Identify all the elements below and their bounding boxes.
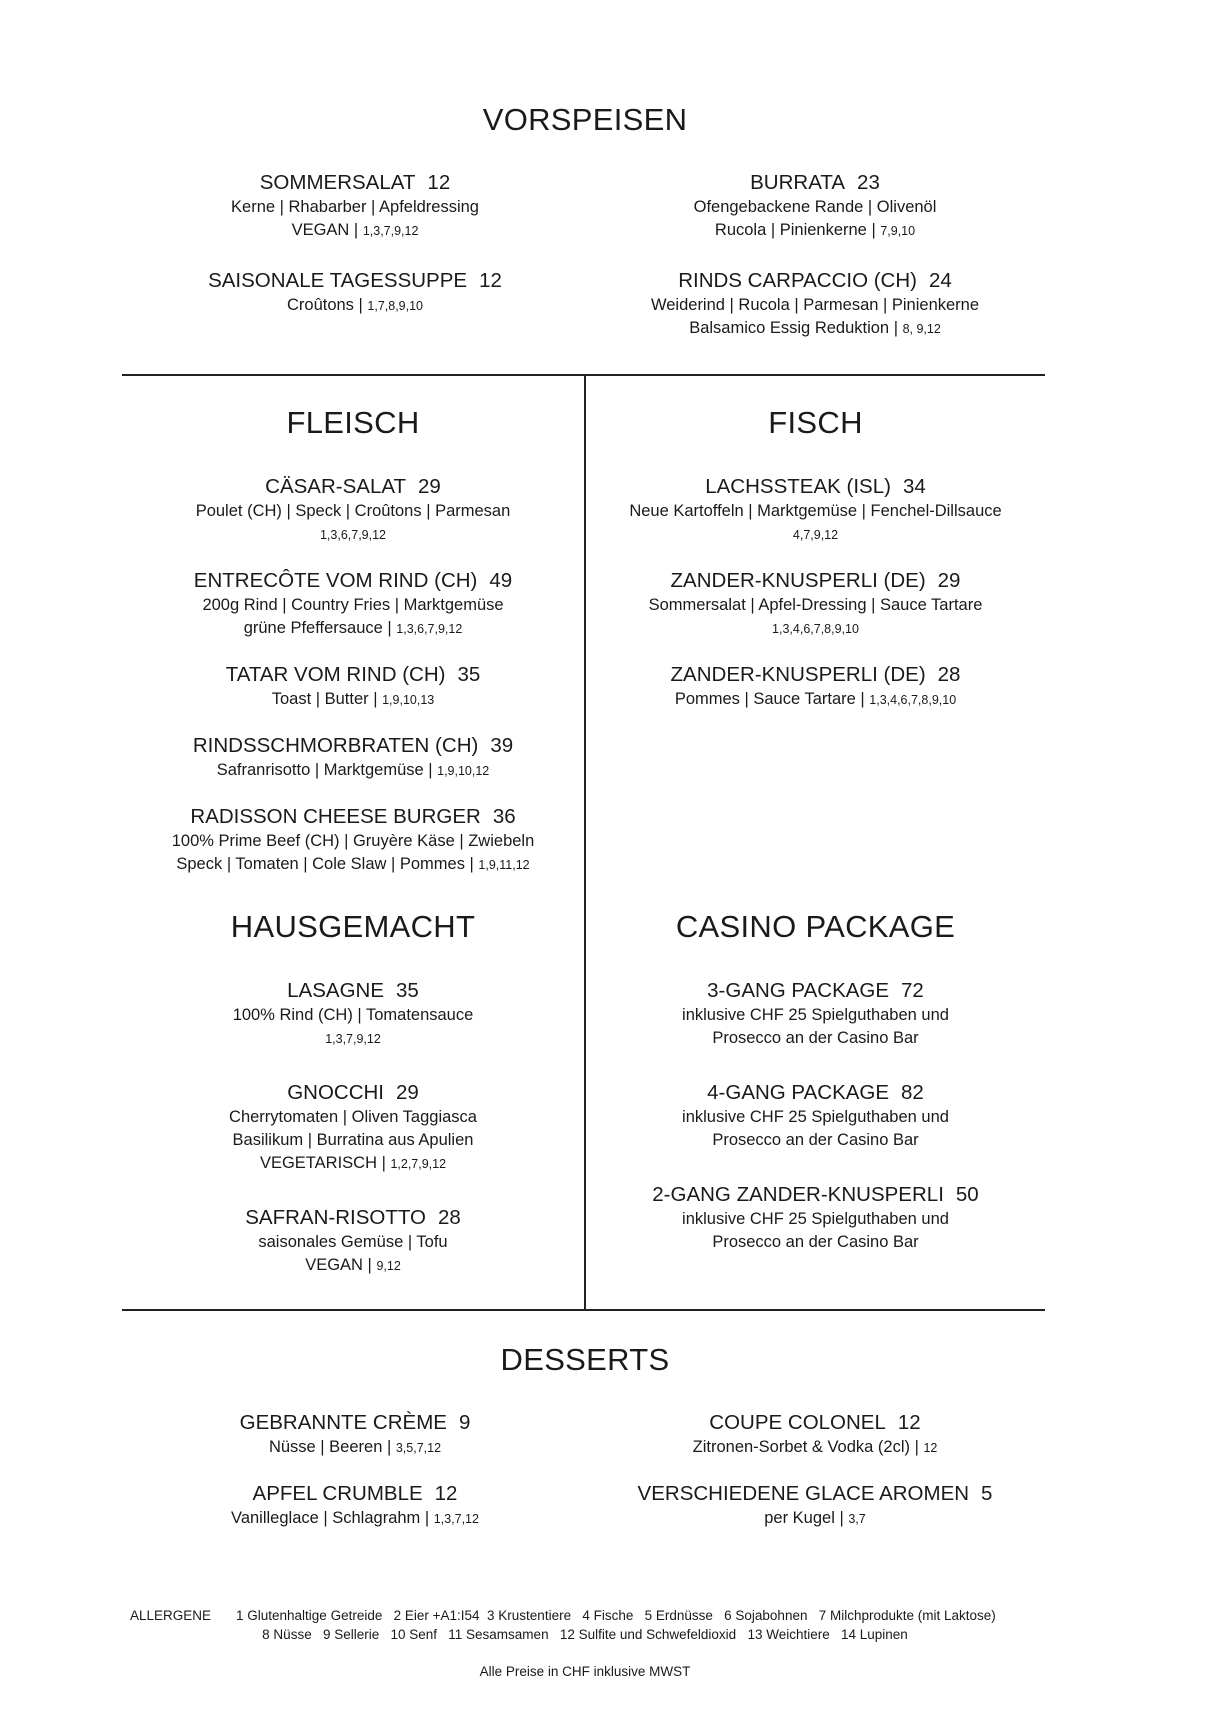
menu-item-description: [155, 294, 555, 317]
menu-item-name-row: [122, 474, 584, 500]
menu-item-description: [586, 1106, 1045, 1129]
menu-item-description-text: Toast | Butter |: [271, 690, 383, 708]
menu-item-name-row: [590, 1410, 1040, 1436]
menu-item-description-text: Balsamico Essig Reduktion |: [689, 319, 903, 337]
menu-item-description: [122, 1231, 584, 1254]
menu-item: [155, 170, 555, 242]
menu-item-name: GNOCCHI: [287, 1081, 384, 1104]
menu-item-price: 12: [479, 269, 502, 292]
divider-bottom: [122, 1309, 1045, 1311]
menu-item: [155, 268, 555, 317]
menu-item-description-text: Speck | Tomaten | Cole Slaw | Pommes |: [176, 855, 479, 873]
hausgemacht-column: [122, 978, 584, 1277]
allergene-label: ALLERGENE: [130, 1608, 212, 1623]
menu-item: [590, 1410, 1040, 1459]
allergene-legend-line-2: 8 Nüsse 9 Sellerie 10 Senf 11 Sesamsamen 12 Sulfite und Schwefeldioxid 13 Weichtiere 14 Lupinen: [262, 1627, 908, 1642]
menu-item-name-row: [155, 268, 555, 294]
menu-item-name-row: [590, 170, 1040, 196]
desserts-left-column: [155, 1410, 555, 1530]
menu-item-description: [586, 1208, 1045, 1231]
menu-item-description: [590, 1507, 1040, 1530]
menu-item-description-text: VEGAN |: [305, 1256, 377, 1274]
menu-item-description: [586, 1004, 1045, 1027]
menu-item-description-text: Safranrisotto | Marktgemüse |: [216, 761, 438, 779]
menu-item-description-text: Vanilleglace | Schlagrahm |: [231, 1509, 434, 1527]
menu-item-description: [155, 219, 555, 242]
menu-item-description: [122, 1027, 584, 1050]
menu-item-name: ZANDER-KNUSPERLI (DE): [670, 663, 926, 686]
menu-item-description-text: Weiderind | Rucola | Parmesan | Pinienkerne: [650, 296, 980, 314]
menu-item: [586, 662, 1045, 711]
menu-item-price: 12: [897, 1411, 921, 1434]
menu-item: [122, 1205, 584, 1277]
allergene-legend-line-1: 1 Glutenhaltige Getreide 2 Eier +A1:I54 3 Krustentiere 4 Fische 5 Erdnüsse 6 Sojabohnen 7 Milchprodukte (mit Laktose): [236, 1608, 996, 1623]
menu-item: [590, 170, 1040, 242]
menu-item-description: [122, 830, 584, 853]
menu-item: [122, 978, 584, 1050]
menu-item-price: 36: [492, 805, 516, 828]
menu-item-name-row: [122, 1080, 584, 1106]
menu-item-description: [586, 617, 1045, 640]
menu-item-description-text: Rucola | Pinienkerne |: [714, 221, 881, 239]
menu-item-allergens: 3,7: [848, 1512, 866, 1526]
menu-item-allergens: 9,12: [376, 1259, 401, 1273]
menu-item-price: 5: [981, 1482, 993, 1505]
menu-item-description: [122, 1152, 584, 1175]
section-title-desserts: DESSERTS: [500, 1342, 670, 1377]
menu-item-description: [590, 317, 1040, 340]
menu-item-name: GEBRANNTE CRÈME: [239, 1411, 447, 1434]
prices-note: Alle Preise in CHF inklusive MWST: [479, 1664, 691, 1679]
menu-item-description-text: 100% Prime Beef (CH) | Gruyère Käse | Zwiebeln: [171, 832, 535, 850]
menu-item-description: [122, 688, 584, 711]
menu-item-description: [586, 594, 1045, 617]
menu-item-description: [155, 196, 555, 219]
menu-item-description: [586, 1129, 1045, 1152]
menu-item-price: 35: [396, 979, 419, 1002]
menu-item-price: 29: [418, 475, 441, 498]
menu-item-description: [122, 617, 584, 640]
menu-item-price: 72: [901, 979, 924, 1002]
menu-item-name-row: [586, 978, 1045, 1004]
menu-item-description-text: 200g Rind | Country Fries | Marktgemüse: [202, 596, 504, 614]
menu-item-name: COUPE COLONEL: [709, 1411, 886, 1434]
menu-item-description: [155, 1507, 555, 1530]
menu-item-description: [586, 1027, 1045, 1050]
menu-item-description: [155, 1436, 555, 1459]
menu-item-description-text: Croûtons |: [286, 296, 368, 314]
menu-item-name: 4-GANG PACKAGE: [707, 1081, 890, 1104]
menu-item-name-row: [586, 1182, 1045, 1208]
menu-item-name: TATAR VOM RIND (CH): [225, 663, 446, 686]
menu-item: [122, 1080, 584, 1175]
menu-item-description-text: Poulet (CH) | Speck | Croûtons | Parmesan: [195, 502, 511, 520]
menu-item-name: SOMMERSALAT: [259, 171, 416, 194]
menu-item-name: RINDS CARPACCIO (CH): [678, 269, 917, 292]
menu-item-description-text: per Kugel |: [764, 1509, 849, 1527]
menu-item-allergens: 12: [923, 1441, 938, 1455]
menu-item-allergens: 1,2,7,9,12: [390, 1157, 447, 1171]
menu-item-price: 24: [928, 269, 952, 292]
menu-item-description-text: Nüsse | Beeren |: [268, 1438, 396, 1456]
menu-item-price: 9: [458, 1411, 471, 1434]
menu-item-name-row: [155, 1410, 555, 1436]
menu-item-description: [122, 1254, 584, 1277]
menu-item-name-row: [586, 568, 1045, 594]
menu-item: [586, 1182, 1045, 1254]
menu-item-description: [122, 759, 584, 782]
menu-item-allergens: 1,3,7,12: [433, 1512, 479, 1526]
menu-item-description-text: saisonales Gemüse | Tofu: [258, 1233, 448, 1251]
menu-item-name-row: [122, 568, 584, 594]
menu-item: [122, 474, 584, 546]
menu-item-allergens: 1,9,10,12: [437, 764, 490, 778]
menu-item-description-text: VEGAN |: [291, 221, 363, 239]
menu-item-price: 34: [902, 475, 926, 498]
menu-item-description: [122, 853, 584, 876]
menu-item-description-text: inklusive CHF 25 Spielguthaben und: [682, 1108, 949, 1126]
menu-item-description: [590, 219, 1040, 242]
menu-item-name-row: [590, 268, 1040, 294]
menu-item: [122, 804, 584, 876]
menu-item-description-text: VEGETARISCH |: [259, 1154, 391, 1172]
menu-item-name-row: [155, 1481, 555, 1507]
section-title-fisch: FISCH: [768, 405, 863, 440]
menu-item-allergens: 1,3,7,9,12: [325, 1032, 381, 1046]
menu-item-description-text: Prosecco an der Casino Bar: [712, 1233, 919, 1251]
menu-item-name: BURRATA: [750, 171, 846, 194]
menu-item-description: [122, 523, 584, 546]
menu-item: [122, 733, 584, 782]
menu-item: [586, 978, 1045, 1050]
menu-item-price: 29: [937, 569, 961, 592]
menu-item-description: [122, 500, 584, 523]
menu-item: [586, 474, 1045, 546]
menu-item: [122, 568, 584, 640]
menu-item-name-row: [155, 170, 555, 196]
casino-column: [586, 978, 1045, 1254]
menu-item-price: 28: [437, 1206, 461, 1229]
menu-item-allergens: 1,9,10,13: [382, 693, 435, 707]
vorspeisen-right-column: [590, 170, 1040, 340]
menu-item-name: RINDSSCHMORBRATEN (CH): [192, 734, 479, 757]
section-title-vorspeisen: VORSPEISEN: [482, 102, 688, 137]
menu-item-description-text: Neue Kartoffeln | Marktgemüse | Fenchel-Dillsauce: [629, 502, 1002, 520]
menu-item-description-text: inklusive CHF 25 Spielguthaben und: [682, 1006, 949, 1024]
menu-item-price: 50: [955, 1183, 979, 1206]
menu-item-description-text: Zitronen-Sorbet & Vodka (2cl) |: [692, 1438, 924, 1456]
menu-item-name-row: [586, 474, 1045, 500]
vorspeisen-left-column: [155, 170, 555, 317]
menu-item-price: 28: [937, 663, 961, 686]
menu-item-description: [586, 1231, 1045, 1254]
menu-item: [586, 1080, 1045, 1152]
menu-item-allergens: 7,9,10: [880, 224, 916, 238]
menu-item: [155, 1410, 555, 1459]
menu-item-description-text: inklusive CHF 25 Spielguthaben und: [682, 1210, 949, 1228]
menu-item-description-text: Prosecco an der Casino Bar: [712, 1131, 919, 1149]
menu-item-description: [586, 500, 1045, 523]
menu-item-price: 12: [434, 1482, 458, 1505]
menu-item-price: 12: [427, 171, 451, 194]
menu-item-name: SAISONALE TAGESSUPPE: [208, 269, 468, 292]
menu-item-name: RADISSON CHEESE BURGER: [190, 805, 481, 828]
menu-item-allergens: 1,9,11,12: [478, 858, 530, 872]
menu-item-allergens: 1,3,4,6,7,8,9,10: [869, 693, 957, 707]
menu-item-name: VERSCHIEDENE GLACE AROMEN: [637, 1482, 970, 1505]
menu-item-description-text: Pommes | Sauce Tartare |: [674, 690, 870, 708]
menu-item-description: [122, 1106, 584, 1129]
menu-item-name-row: [122, 804, 584, 830]
menu-item-name: SAFRAN-RISOTTO: [245, 1206, 426, 1229]
menu-item-price: 23: [857, 171, 880, 194]
menu-item-name: ZANDER-KNUSPERLI (DE): [670, 569, 926, 592]
menu-item-name: LASAGNE: [287, 979, 385, 1002]
menu-item-name: CÄSAR-SALAT: [265, 475, 407, 498]
section-title-fleisch: FLEISCH: [286, 405, 420, 440]
menu-item-description-text: Cherrytomaten | Oliven Taggiasca: [229, 1108, 477, 1126]
menu-item-name-row: [122, 662, 584, 688]
menu-item-description: [586, 688, 1045, 711]
menu-item-allergens: 1,3,6,7,9,12: [319, 528, 387, 542]
section-title-hausgemacht: HAUSGEMACHT: [230, 909, 476, 944]
menu-item-price: 82: [901, 1081, 924, 1104]
menu-item-name-row: [122, 1205, 584, 1231]
menu-item-allergens: 1,7,8,9,10: [367, 299, 423, 313]
section-title-casino-package: CASINO PACKAGE: [675, 909, 956, 944]
menu-item-description-text: grüne Pfeffersauce |: [243, 619, 397, 637]
fleisch-column: [122, 474, 584, 876]
menu-item-name: 2-GANG ZANDER-KNUSPERLI: [652, 1183, 944, 1206]
menu-item: [590, 1481, 1040, 1530]
menu-item-description: [586, 523, 1045, 546]
menu-item-description: [122, 1004, 584, 1027]
desserts-right-column: [590, 1410, 1040, 1530]
menu-item-price: 39: [490, 734, 514, 757]
menu-item-name-row: [586, 1080, 1045, 1106]
menu-item-name-row: [590, 1481, 1040, 1507]
menu-item: [122, 662, 584, 711]
fisch-column: [586, 474, 1045, 711]
menu-item-allergens: 1,3,4,6,7,8,9,10: [772, 622, 859, 636]
menu-item-price: 35: [457, 663, 481, 686]
menu-item: [155, 1481, 555, 1530]
menu-item: [590, 268, 1040, 340]
menu-item-description: [122, 1129, 584, 1152]
menu-item-allergens: 8, 9,12: [902, 322, 941, 336]
menu-item-description-text: Ofengebackene Rande | Olivenöl: [693, 198, 937, 216]
menu-item-allergens: 4,7,9,12: [792, 528, 839, 542]
menu-item-description: [590, 196, 1040, 219]
menu-item-name-row: [122, 978, 584, 1004]
menu-item-description: [122, 594, 584, 617]
menu-item-name: 3-GANG PACKAGE: [707, 979, 890, 1002]
menu-item-name: ENTRECÔTE VOM RIND (CH): [193, 569, 478, 592]
menu-item-description-text: Prosecco an der Casino Bar: [712, 1029, 919, 1047]
menu-item-description: [590, 1436, 1040, 1459]
menu-item-description-text: Basilikum | Burratina aus Apulien: [232, 1131, 474, 1149]
menu-item-description-text: Kerne | Rhabarber | Apfeldressing: [231, 198, 479, 216]
menu-item-description: [590, 294, 1040, 317]
menu-item-price: 29: [396, 1081, 419, 1104]
menu-item-name-row: [122, 733, 584, 759]
menu-item-name: LACHSSTEAK (ISL): [705, 475, 891, 498]
menu-item-name-row: [586, 662, 1045, 688]
menu-item: [586, 568, 1045, 640]
menu-item-allergens: 3,5,7,12: [395, 1441, 442, 1455]
menu-item-allergens: 1,3,6,7,9,12: [396, 622, 463, 636]
menu-item-description-text: 100% Rind (CH) | Tomatensauce: [232, 1006, 474, 1024]
menu-item-allergens: 1,3,7,9,12: [362, 224, 419, 238]
menu-item-name: APFEL CRUMBLE: [252, 1482, 423, 1505]
menu-item-price: 49: [489, 569, 513, 592]
menu-item-description-text: Sommersalat | Apfel-Dressing | Sauce Tartare: [648, 596, 983, 614]
